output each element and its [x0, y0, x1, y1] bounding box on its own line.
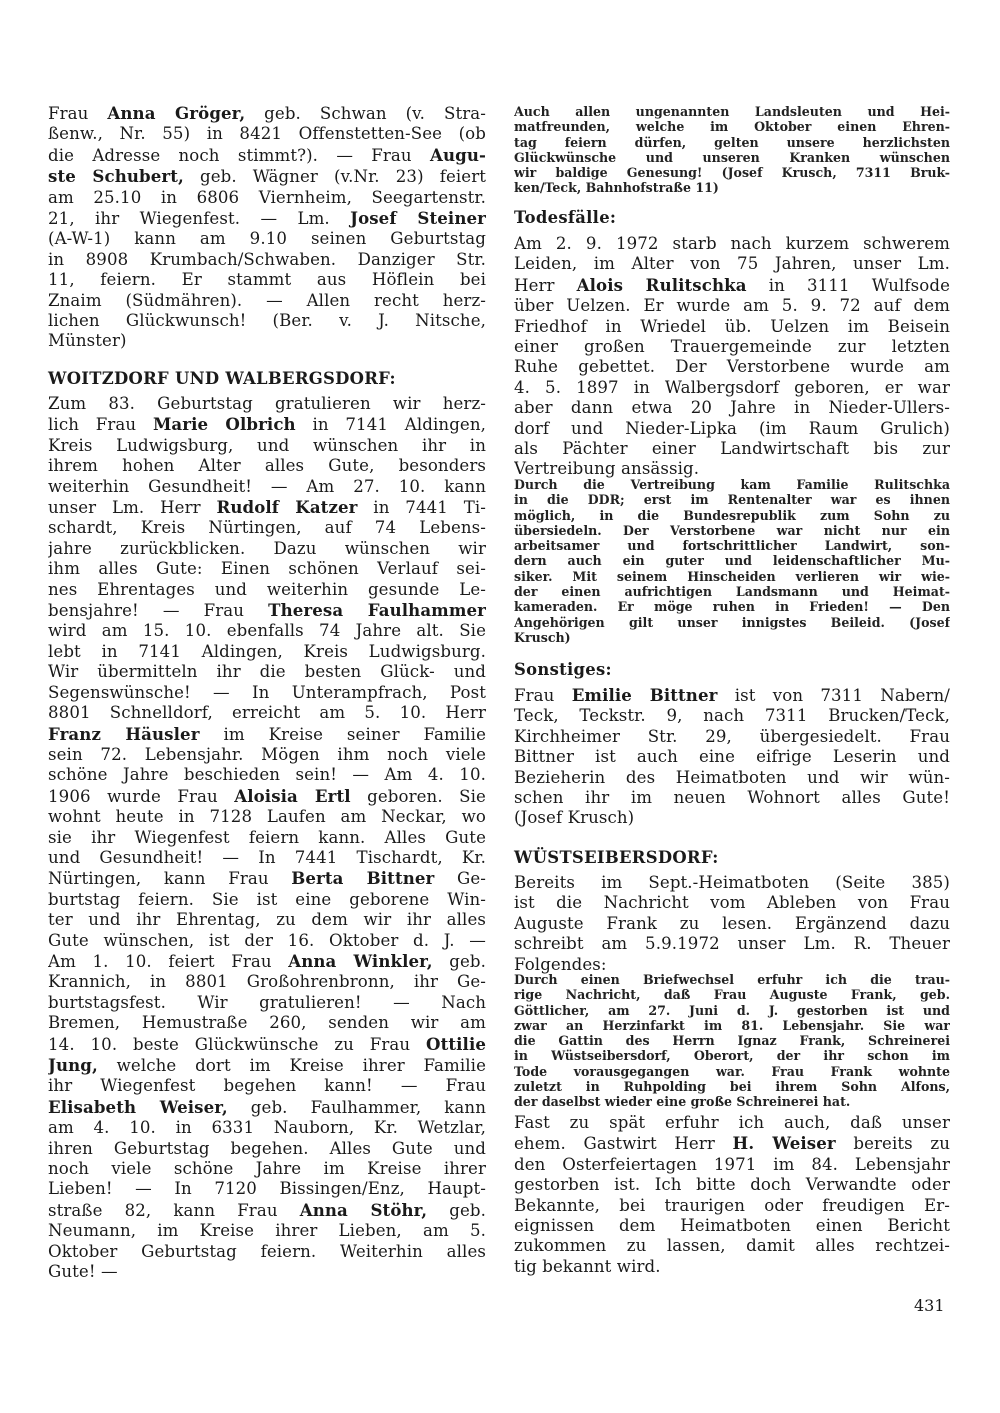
text-run: Auguste Frank zu lesen. Ergänzend dazu [514, 913, 950, 933]
text-run: bereits zu [835, 1134, 950, 1154]
text-line [514, 768, 950, 788]
text-line [48, 1242, 486, 1262]
text-run: unser Lm. Herr [48, 498, 217, 518]
text-line [514, 378, 950, 398]
text-run: Vertreibung ansässig. [514, 459, 700, 479]
text-line [514, 1003, 950, 1018]
bold-name: ste Schubert, [48, 166, 184, 187]
text-run: Neumann, im Kreise ihrer Lieben, am 5. [48, 1221, 486, 1241]
bold-name: Rudolf Katzer [216, 497, 358, 518]
text-run: über Uelzen. Er wurde am 5. 9. 72 auf dem [514, 296, 950, 316]
text-run: zukommen zu lassen, damit alles rechtzei- [514, 1236, 950, 1256]
text-run: Fast zu spät erfuhr ich auch, daß unser [514, 1113, 950, 1132]
text-run: Teck, Teckstr. 9, nach 7311 Brucken/Teck, [514, 706, 950, 726]
text-run: zwar an Herzinfarkt im 81. Lebensjahr. Sie war [514, 1017, 950, 1033]
text-line [48, 621, 486, 641]
section-heading-sonstiges: Sonstiges: [514, 660, 612, 679]
section-heading-wuestseibersdorf: WÜSTSEIBERSDORF: [514, 848, 719, 867]
text-run: eignissen dem Heimatboten einen Bericht [514, 1216, 950, 1236]
text-run: Zum 83. Geburtstag gratulieren wir herz- [48, 394, 486, 413]
text-line [48, 931, 486, 951]
text-run: in 8908 Krumbach/Schwaben. Danziger Str. [48, 249, 486, 269]
text-line [514, 135, 950, 150]
text-line [514, 1196, 950, 1216]
text-line [48, 270, 486, 290]
text-run: in 3111 Wulfsode [746, 275, 950, 295]
text-run: Folgendes: [514, 954, 607, 974]
text-line [48, 1159, 486, 1179]
text-line [48, 848, 486, 868]
bold-name: Marie Olbrich [152, 414, 296, 435]
bold-name: Franz Häusler [48, 723, 200, 744]
text-line [48, 600, 486, 621]
text-run: geb. Faulhammer, kann [227, 1097, 486, 1117]
text-run: die Adresse noch stimmt?). — Frau [48, 145, 430, 165]
text-line [514, 788, 950, 808]
text-run: Krannich, in 8801 Großohrenbronn, ihr Ge- [48, 972, 486, 992]
text-run: schardt, Kreis Nürtingen, auf 74 Lebens- [48, 518, 486, 538]
text-run: Nürtingen, kann Frau [48, 869, 292, 889]
text-run: 21, ihr Wiegenfest. — Lm. [48, 209, 351, 229]
text-line [514, 398, 950, 418]
text-line [48, 786, 486, 807]
text-run: wir baldige Genesung! (Josef Krusch, 7311 Bruk- [514, 165, 950, 181]
text-run: Bittner ist auch eine eifrige Leserin und [514, 747, 950, 767]
text-line [48, 331, 486, 351]
text-line [514, 1236, 950, 1256]
text-line [514, 615, 950, 630]
text-line [48, 311, 486, 331]
text-line [48, 580, 486, 600]
text-line [48, 394, 486, 414]
bold-name: Emilie Bittner [571, 685, 718, 705]
text-run: ist die Nachricht vom Ableben von Frau [514, 893, 950, 913]
text-run: den Osterfeiertagen 1971 im 84. Lebensjahr [514, 1154, 950, 1174]
text-line [514, 165, 950, 180]
text-run: Lieben! — In 7120 Bissingen/Enz, Haupt- [48, 1179, 486, 1199]
bold-name: Anna Winkler, [288, 950, 433, 971]
text-line [48, 559, 486, 579]
bold-name: Ottilie [426, 1033, 486, 1054]
text-line [514, 599, 950, 614]
text-run: geb. Wägner (v.Nr. 23) feiert [183, 167, 486, 187]
text-line [48, 497, 486, 518]
text-run: als Pächter einer Landwirtschaft bis zur [514, 439, 950, 459]
text-run: Frau [514, 686, 572, 705]
todesfaelle-paragraph [514, 234, 950, 480]
text-line [514, 1216, 950, 1236]
text-run: möglich, in die Bundesrepublik zum Sohn zu [514, 507, 950, 523]
text-line [514, 1113, 950, 1133]
text-run: dorf und Nieder-Lipka (im Raum Grulich) [514, 418, 950, 438]
text-run: schreibt am 5.9.1972 unser Lm. R. Theuer [514, 934, 950, 954]
text-run: bensjahre! — Frau [48, 601, 269, 621]
text-line [48, 436, 486, 456]
text-run: Tode vorausgegangen war. Frau Frank wohnte [514, 1063, 950, 1079]
text-run: im Kreise seiner Familie [199, 724, 486, 744]
text-run: ist von 7311 Nabern/ [717, 686, 950, 705]
text-run: ihr Wiegenfest begehen kann! — Frau [48, 1076, 486, 1096]
text-run: Am 1. 10. feiert Frau [48, 951, 289, 971]
section-heading-woitzdorf: WOITZDORF UND WALBERGSDORF: [48, 369, 396, 388]
text-line [48, 951, 486, 972]
text-run: lich Frau [48, 415, 153, 435]
text-line [514, 914, 950, 934]
text-run: zuletzt in Ruhpolding bei ihrem Sohn Alfons, [514, 1079, 950, 1095]
text-run: Durch einen Briefwechsel erfuhr ich die trau- [514, 972, 950, 987]
text-line [48, 145, 486, 166]
text-run: geb. [432, 951, 486, 971]
text-line [514, 553, 950, 568]
text-line [48, 703, 486, 723]
text-run: Am 2. 9. 1972 starb nach kurzem schwerem [514, 234, 950, 253]
bold-name: Jung, [48, 1055, 98, 1075]
text-line [514, 1048, 950, 1063]
text-run: Glückwünsche und unseren Kranken wünschen [514, 149, 950, 165]
text-run: Oktober Geburtstag feiern. Weiterhin alles [48, 1241, 486, 1261]
text-run: burtstagsfest. Wir gratulieren! — Nach [48, 992, 486, 1012]
text-line [48, 993, 486, 1013]
october-greetings-note [514, 104, 950, 196]
text-line [48, 683, 486, 703]
text-line [514, 808, 950, 828]
text-line [514, 569, 950, 584]
text-run: Göttlicher, am 27. Juni d. J. gestorben ist und [514, 1002, 950, 1018]
text-line [514, 934, 950, 954]
text-run: ter und ihr Ehrentag, zu dem wir ihr alles [48, 910, 486, 930]
text-run: ihren Geburtstag begehen. Alles Gute und [48, 1138, 486, 1158]
text-run: sein 72. Lebensjahr. Mögen ihm noch viele [48, 744, 486, 764]
text-run: ehem. Gastwirt Herr [514, 1134, 733, 1154]
text-run: in Wüstseibersdorf, Oberort, der ihr schon im [514, 1048, 950, 1064]
text-run: gestorben ist. Ich bitte doch Verwandte oder [514, 1175, 950, 1195]
text-line [514, 477, 950, 492]
text-run: ken/Teck, Bahnhofstraße 11) [514, 180, 719, 196]
text-line [48, 291, 486, 311]
text-line [48, 124, 486, 144]
text-line [48, 662, 486, 682]
text-run: Kreis Ludwigsburg, und wünschen ihr in [48, 435, 486, 455]
bold-name: Anna Stöhr, [299, 1199, 428, 1220]
text-line [48, 539, 486, 559]
text-line [48, 1262, 486, 1282]
text-run: jahre zurückblicken. Dazu wünschen wir [48, 538, 486, 558]
section-heading-todesfaelle: Todesfälle: [514, 208, 617, 227]
text-run: schen ihr im neuen Wohnort alles Gute! [514, 788, 950, 808]
text-run: Bereits im Sept.-Heimatboten (Seite 385) [514, 873, 950, 892]
text-run: und Gesundheit! — In 7441 Tischardt, Kr. [48, 847, 486, 867]
text-run: noch viele schöne Jahre im Kreise ihrer [48, 1159, 486, 1179]
text-run: Gute! — [48, 1262, 118, 1282]
text-line [514, 538, 950, 553]
text-run: geb. [896, 987, 950, 1003]
bold-name: H. Weiser [732, 1133, 836, 1154]
text-run: 14. 10. beste Glückwünsche zu Frau [48, 1034, 427, 1054]
bold-name: Aloisia Ertl [234, 785, 351, 806]
text-line [514, 987, 950, 1002]
text-line [48, 745, 486, 765]
text-run: Kirchheimer Str. 29, übergesiedelt. Frau [514, 726, 950, 746]
text-run: Angehörigen gilt unser innigstes Beileid. (Josef [514, 614, 950, 630]
text-run: ßenw., Nr. 55) in 8421 Offenstetten-See (ob [48, 124, 486, 144]
text-run: einer großen Trauergemeinde zur letzten [514, 337, 950, 357]
bold-name: Elisabeth Weiser, [48, 1096, 228, 1117]
text-run: geb. Schwan (v. Stra- [245, 104, 486, 123]
text-line [514, 357, 950, 377]
text-run: 1906 wurde Frau [48, 786, 235, 806]
text-run: nes Ehrentages und weiterhin gesunde Le- [48, 579, 486, 599]
text-run: rige Nachricht, daß Frau [514, 987, 770, 1003]
text-line [48, 724, 486, 745]
text-run: lichen Glückwunsch! (Ber. v. J. Nitsche, [48, 311, 486, 331]
text-line [514, 317, 950, 337]
text-line [48, 828, 486, 848]
text-run: burtstag feiern. Sie ist eine geborene Win- [48, 889, 486, 909]
text-run: lebt in 7141 Aldingen, Kreis Ludwigsburg. [48, 641, 486, 661]
text-line [514, 1257, 950, 1277]
text-run: der daselbst wieder eine große Schreinerei hat. [514, 1094, 851, 1110]
text-run: der einen aufrichtigen Landsmann und Heimat- [514, 584, 950, 600]
text-line [48, 208, 486, 229]
text-line [514, 972, 950, 987]
text-line [48, 890, 486, 910]
text-run: wohnt heute in 7128 Laufen am Neckar, wo [48, 807, 486, 827]
text-run: kameraden. Er möge ruhen in Frieden! — Den [514, 599, 950, 615]
text-run: Ge- [434, 869, 486, 889]
text-run: ihm alles Gute: Einen schönen Verlauf sei- [48, 559, 486, 579]
text-line [514, 727, 950, 747]
text-run: ihrem hohen Alter alles Gute, besonders [48, 456, 486, 476]
text-line [514, 1033, 950, 1048]
bold-name: Berta Bittner [291, 868, 435, 889]
text-line [48, 1221, 486, 1241]
text-run: sie ihr Wiegenfest feiern kann. Alles Gute [48, 827, 486, 847]
text-line [514, 1155, 950, 1175]
text-run: Frau [48, 104, 108, 123]
text-line [48, 1034, 486, 1055]
text-line [514, 685, 950, 706]
text-line [514, 1018, 950, 1033]
bold-name: Augu- [430, 144, 486, 165]
text-line [48, 1055, 486, 1076]
text-line [514, 1064, 950, 1079]
text-line [514, 873, 950, 893]
text-run: (A-W-1) kann am 9.10 seinen Geburtstag [48, 229, 486, 249]
text-line [514, 1133, 950, 1154]
text-run: weiterhin Gesundheit! — Am 27. 10. kann [48, 476, 486, 496]
text-run: wird am 15. 10. ebenfalls 74 Jahre alt. Sie [48, 621, 486, 641]
text-line [514, 747, 950, 767]
text-run: siker. Mit seinem Hinscheiden verlieren wir wie- [514, 568, 950, 584]
text-line [48, 166, 486, 187]
text-line [514, 180, 950, 195]
text-line [514, 492, 950, 507]
text-run: Friedhof in Wriedel üb. Uelzen im Beisein [514, 316, 950, 336]
text-line [514, 893, 950, 913]
text-run: in 7141 Aldingen, [295, 415, 486, 435]
text-line [514, 150, 950, 165]
text-line [514, 234, 950, 254]
text-run: am 25.10 in 6806 Viernheim, Seegartenstr. [48, 187, 486, 207]
text-run: Bezieherin des Heimatboten und wir wün- [514, 767, 950, 787]
text-line [48, 188, 486, 208]
text-run: tig bekannt wird. [514, 1256, 661, 1276]
text-line [48, 1118, 486, 1138]
text-run: die Gattin des Herrn Ignaz Frank, Schreinerei [514, 1033, 950, 1049]
text-line [48, 765, 486, 785]
page-number: 431 [914, 1296, 945, 1315]
todesfaelle-note [514, 477, 950, 645]
text-line [514, 439, 950, 459]
text-run: dern auch ein guter und leidenschaftlicher Mu- [514, 553, 950, 569]
text-line [48, 1013, 486, 1033]
text-line [48, 518, 486, 538]
text-line [48, 972, 486, 992]
text-line [48, 103, 486, 124]
text-run: straße 82, kann Frau [48, 1200, 300, 1220]
text-run: Krusch) [514, 629, 571, 645]
text-run: am 4. 10. in 6331 Nauborn, Kr. Wetzlar, [48, 1118, 486, 1138]
text-line [48, 642, 486, 662]
text-run: Ruhe gebettet. Der Verstorbene wurde am [514, 357, 950, 377]
text-run: geb. [427, 1200, 486, 1220]
text-line [514, 104, 950, 119]
text-run: Durch die Vertreibung kam Familie Rulitschka [514, 477, 950, 492]
text-line [514, 584, 950, 599]
bold-name: Anna Gröger, [107, 103, 246, 123]
text-run: Auch allen ungenannten Landsleuten und Hei- [514, 104, 950, 119]
text-line [48, 1179, 486, 1199]
text-run: Herr [514, 275, 577, 295]
sonstiges-paragraph [514, 685, 950, 829]
text-run: Wir übermitteln ihr die besten Glück- und [48, 662, 486, 682]
text-run: 11, feiern. Er stammt aus Höflein bei [48, 270, 486, 290]
text-run: arbeitsamer und fortschrittlicher Landwirt, son- [514, 538, 950, 554]
text-run: übersiedeln. Der Verstorbene war nicht nur ein [514, 522, 950, 538]
text-line [514, 337, 950, 357]
bold-name: Alois Rulitschka [576, 274, 747, 295]
text-line [514, 523, 950, 538]
text-line [48, 910, 486, 930]
text-run: in die DDR; erst im Rentenalter war es ihnen [514, 492, 950, 508]
text-line [48, 807, 486, 827]
text-line [48, 456, 486, 476]
text-line [514, 296, 950, 316]
bold-name: Josef Steiner [350, 208, 486, 229]
intro-paragraph [48, 103, 486, 352]
text-run: matfreunden, welche im Oktober einen Ehren- [514, 119, 950, 135]
text-run: Znaim (Südmähren). — Allen recht herz- [48, 290, 486, 310]
text-run: geboren. Sie [350, 786, 486, 806]
text-line [514, 254, 950, 274]
text-run: Segenswünsche! — In Unterampfrach, Post [48, 682, 486, 702]
text-line [48, 414, 486, 435]
text-line [48, 250, 486, 270]
text-run: Leiden, im Alter von 75 Jahren, unser Lm. [514, 254, 950, 274]
text-line [48, 1200, 486, 1221]
bold-name: Auguste Frank, [769, 987, 897, 1003]
text-run: 8801 Schnelldorf, erreicht am 5. 10. Herr [48, 703, 486, 723]
woitzdorf-paragraph [48, 394, 486, 1282]
wuestseibersdorf-paragraph [514, 873, 950, 975]
text-line [48, 229, 486, 249]
text-line [514, 275, 950, 296]
text-line [514, 706, 950, 726]
text-line [514, 1079, 950, 1094]
text-run: Bekannte, bei traurigen oder freudigen Er- [514, 1195, 950, 1215]
text-line [514, 508, 950, 523]
text-line [48, 477, 486, 497]
text-line [514, 1175, 950, 1195]
text-run: 4. 5. 1897 in Walbergsdorf geboren, er war [514, 377, 950, 397]
bold-name: Theresa Faulhammer [268, 600, 486, 621]
wuestseibersdorf-closing [514, 1113, 950, 1277]
text-run: schöne Jahre beschieden sein! — Am 4. 10. [48, 765, 486, 785]
text-line [48, 1139, 486, 1159]
text-line [514, 419, 950, 439]
text-line [514, 1094, 950, 1109]
text-line [48, 868, 486, 889]
text-run: tag feiern dürfen, gelten unsere herzlichsten [514, 134, 950, 150]
text-line [48, 1097, 486, 1118]
text-line [514, 119, 950, 134]
text-line [48, 1076, 486, 1096]
text-run: (Josef Krusch) [514, 808, 635, 828]
text-run: Münster) [48, 331, 127, 351]
text-run: Bremen, Hemustraße 260, senden wir am [48, 1013, 486, 1033]
text-run: in 7441 Ti- [357, 498, 486, 518]
text-run: aber dann etwa 20 Jahre in Nieder-Ullers- [514, 398, 950, 418]
wuestseibersdorf-letter [514, 972, 950, 1110]
text-run: welche dort im Kreise ihrer Familie [97, 1056, 486, 1075]
text-line [514, 630, 950, 645]
text-run: Gute wünschen, ist der 16. Oktober d. J. — [48, 930, 486, 950]
